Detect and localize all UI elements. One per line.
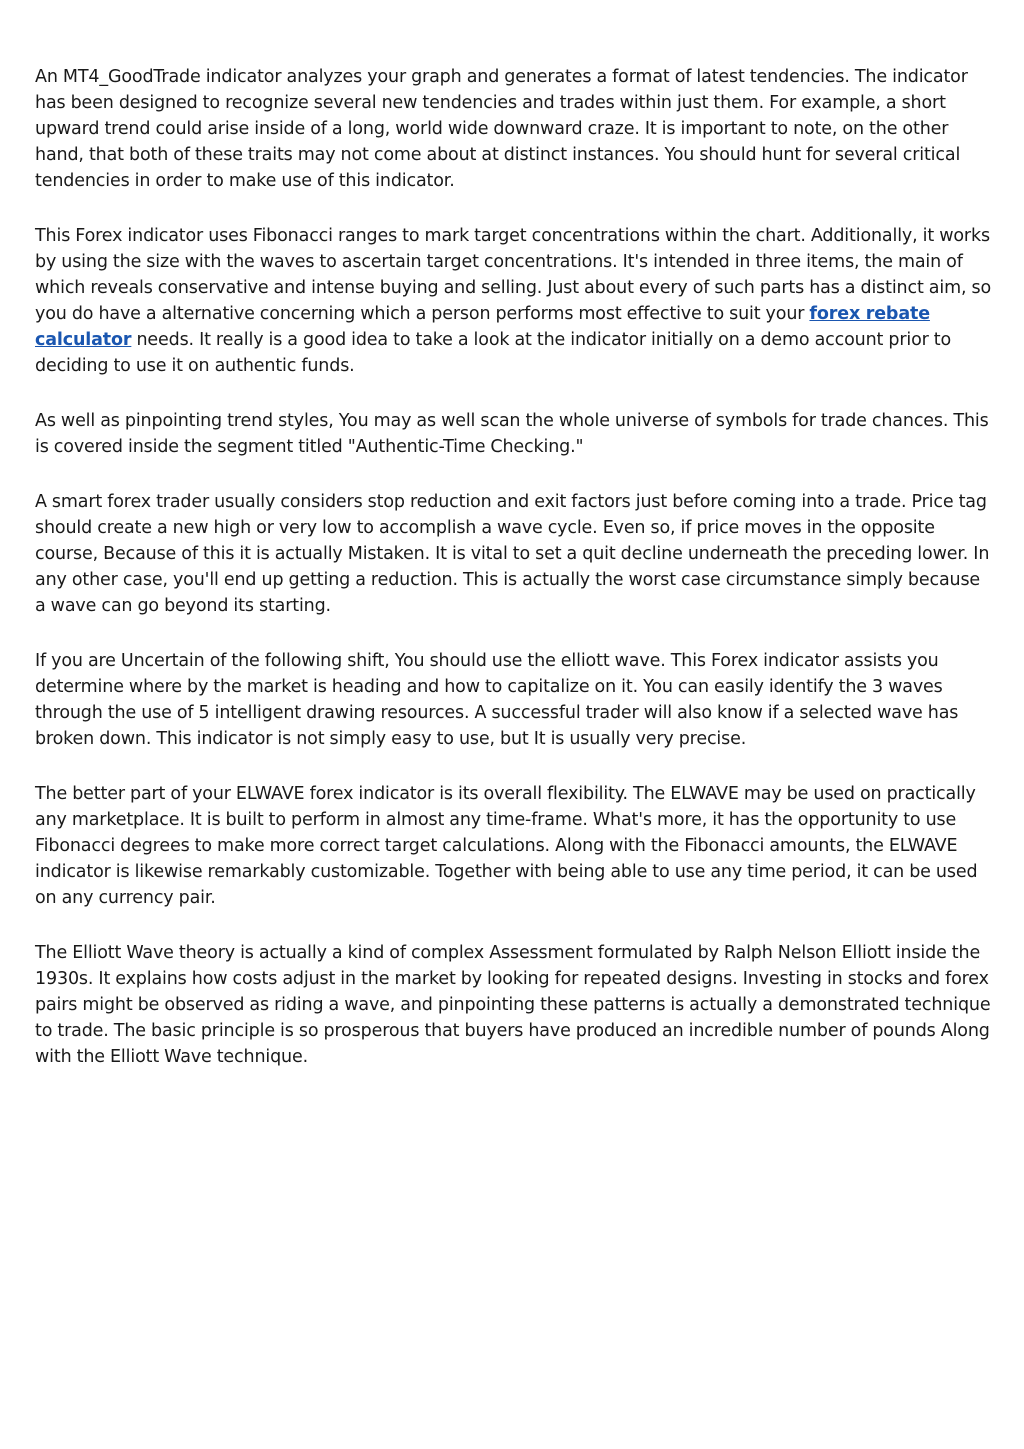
paragraph-elliott-wave-theory: The Elliott Wave theory is actually a kind of complex Assessment formulated by Ralph Nelson Elliott inside the 1930s. It explains how costs adjust in the market by looking for repeated designs. Investing in stocks and forex pairs might be observed as riding a wave, and pinpointing these patterns is actually a demonstrated technique to trade. The basic principle is so prosperous that buyers have produced an incredible number of pounds Along with the Elliott Wave technique.	[35, 943, 991, 1067]
paragraph-elliott-wave-shift: If you are Uncertain of the following shift, You should use the elliott wave. This Forex indicator assists you determine where by the market is heading and how to capitalize on it. You can easily identify the 3 waves through the use of 5 intelligent drawing resources. A successful trader will also know if a selected wave has broken down. This indicator is not simply easy to use, but It is usually very precise.	[35, 651, 959, 749]
paragraph-fibonacci-indicator	[35, 223, 995, 379]
forex-rebate-calculator-link[interactable]: forex rebate calculator	[35, 304, 930, 350]
document-body	[35, 64, 995, 1099]
paragraph-text-after-link: needs. It really is a good idea to take a look at the indicator initially on a demo account prior to deciding to use it on authentic funds.	[35, 330, 952, 376]
paragraph-stop-reduction: A smart forex trader usually considers stop reduction and exit factors just before coming into a trade. Price tag should create a new high or very low to accomplish a wave cycle. Even so, if price moves in the opposite course, Because of this it is actually Mistaken. It is vital to set a quit decline underneath the preceding lower. In any other case, you'll end up getting a reduction. This is actually the worst case circumstance simply because a wave can go beyond its starting.	[35, 492, 990, 616]
paragraph-elwave-flexibility: The better part of your ELWAVE forex indicator is its overall flexibility. The ELWAVE may be used on practically any marketplace. It is built to perform in almost any time-frame. What's more, it has the opportunity to use Fibonacci degrees to make more correct target calculations. Along with the Fibonacci amounts, the ELWAVE indicator is likewise remarkably customizable. Together with being able to use any time period, it can be used on any currency pair.	[35, 784, 978, 908]
paragraph-mt4-goodtrade: An MT4_GoodTrade indicator analyzes your graph and generates a format of latest tendencies. The indicator has been designed to recognize several new tendencies and trades within just them. For example, a short upward trend could arise inside of a long, world wide downward craze. It is important to note, on the other hand, that both of these traits may not come about at distinct instances. You should hunt for several critical tendencies in order to make use of this indicator.	[35, 67, 968, 191]
paragraph-text-before-link: This Forex indicator uses Fibonacci ranges to mark target concentrations within the chart. Additionally, it works by using the size with the waves to ascertain target concentrations. It's intended in three items, the main of which reveals conservative and intense buying and selling. Just about every of such parts has a distinct aim, so you do have a alternative concerning which a person performs most effective to suit your	[35, 226, 992, 324]
paragraph-trend-styles: As well as pinpointing trend styles, You may as well scan the whole universe of symbols for trade chances. This is covered inside the segment titled "Authentic-Time Checking."	[35, 411, 989, 457]
